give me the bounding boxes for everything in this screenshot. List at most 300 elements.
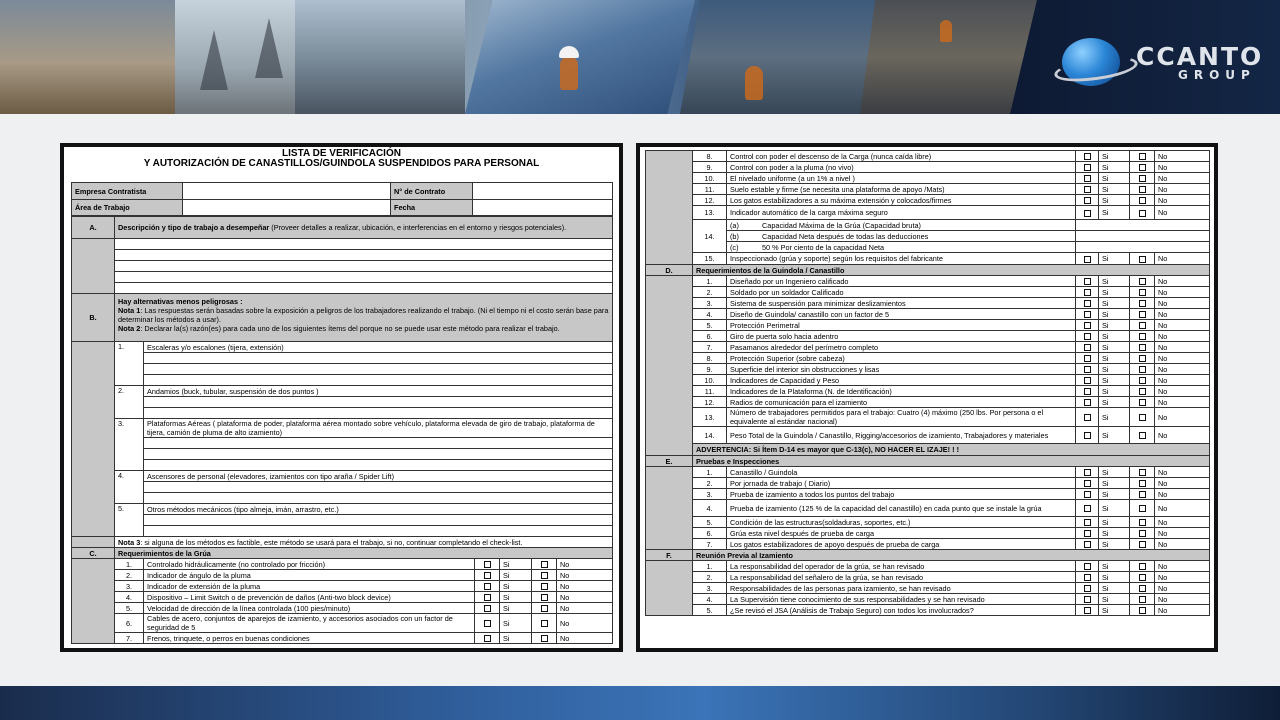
si-checkbox-cell: [1076, 309, 1099, 320]
write-line[interactable]: [144, 493, 613, 504]
alternative-item: [72, 471, 613, 482]
item-number: 6.: [693, 528, 727, 539]
no-checkbox[interactable]: [541, 572, 548, 579]
write-line[interactable]: [144, 438, 613, 449]
no-checkbox[interactable]: [1139, 278, 1146, 285]
si-label: Si: [1099, 276, 1130, 287]
nota-2-label: Nota 2: [118, 324, 141, 333]
write-line[interactable]: [115, 250, 613, 261]
item-text: Protección Superior (sobre cabeza): [727, 353, 1076, 364]
no-checkbox[interactable]: [1139, 300, 1146, 307]
no-checkbox-cell: [1130, 605, 1155, 616]
si-checkbox[interactable]: [1084, 596, 1091, 603]
si-checkbox-cell: [1076, 489, 1099, 500]
no-checkbox-cell: [1130, 309, 1155, 320]
si-label: Si: [500, 581, 532, 592]
item-text: Sistema de suspensión para minimizar deslizamientos: [727, 298, 1076, 309]
no-checkbox[interactable]: [541, 561, 548, 568]
no-checkbox-cell: [1130, 195, 1155, 206]
capacity-value[interactable]: [1076, 220, 1210, 231]
footer-bar: [0, 686, 1280, 720]
item-number: 13.: [693, 408, 727, 427]
item-text: ¿Se revisó el JSA (Análisis de Trabajo Seguro) con todos los involucrados?: [727, 605, 1076, 616]
no-checkbox-cell: [532, 559, 557, 570]
si-checkbox[interactable]: [1084, 366, 1091, 373]
no-checkbox[interactable]: [1139, 469, 1146, 476]
capacity-value[interactable]: [1076, 231, 1210, 242]
no-checkbox[interactable]: [1139, 563, 1146, 570]
si-checkbox[interactable]: [1084, 256, 1091, 263]
checklist-row: [646, 467, 1210, 478]
si-label: Si: [1099, 572, 1130, 583]
no-label: No: [1155, 364, 1210, 375]
item-number: 4.: [115, 471, 144, 504]
no-checkbox-cell: [1130, 331, 1155, 342]
si-label: Si: [1099, 162, 1130, 173]
si-checkbox[interactable]: [484, 620, 491, 627]
no-checkbox[interactable]: [1139, 585, 1146, 592]
si-checkbox[interactable]: [1084, 153, 1091, 160]
item-number: 5.: [115, 603, 144, 614]
capacity-row: [646, 231, 1210, 242]
si-checkbox-cell: [475, 559, 500, 570]
item-number: 2.: [693, 572, 727, 583]
capacity-label: [727, 242, 1076, 253]
no-label: No: [1155, 386, 1210, 397]
write-line[interactable]: [144, 353, 613, 364]
item-text: Pasamanos alrededor del perímetro completo: [727, 342, 1076, 353]
si-checkbox[interactable]: [1084, 388, 1091, 395]
alternative-text: Escaleras y/o escalones (tijera, extensión): [144, 342, 613, 353]
checklist-row: [646, 253, 1210, 265]
si-checkbox[interactable]: [1084, 186, 1091, 193]
no-label: No: [1155, 309, 1210, 320]
nota-2-text: : Declarar la(s) razón(es) para cada uno de los siguientes ítems del porque no se puede usar este método para realizar el trabajo.: [140, 324, 560, 333]
si-checkbox[interactable]: [1084, 300, 1091, 307]
si-checkbox[interactable]: [1084, 355, 1091, 362]
alternative-reason-line: [72, 364, 613, 375]
write-line[interactable]: [115, 239, 613, 250]
document-title: [64, 147, 619, 173]
no-label: No: [1155, 276, 1210, 287]
no-label: No: [1155, 151, 1210, 162]
alternative-reason-line: [72, 493, 613, 504]
item-text: Canastillo / Guindola: [727, 467, 1076, 478]
si-checkbox[interactable]: [1084, 197, 1091, 204]
write-line[interactable]: [115, 283, 613, 294]
si-checkbox[interactable]: [484, 572, 491, 579]
si-checkbox[interactable]: [1084, 505, 1091, 512]
power-tower-icon: [255, 18, 283, 78]
no-label: No: [1155, 528, 1210, 539]
no-checkbox[interactable]: [541, 620, 548, 627]
no-label: No: [1155, 500, 1210, 517]
no-checkbox-cell: [1130, 517, 1155, 528]
checklist-row: [646, 478, 1210, 489]
no-checkbox-cell: [532, 592, 557, 603]
checklist-row: [646, 206, 1210, 220]
si-label: Si: [1099, 539, 1130, 550]
si-checkbox-cell: [475, 581, 500, 592]
write-line[interactable]: [144, 408, 613, 419]
item-text: Prueba de izamiento a todos los puntos del trabajo: [727, 489, 1076, 500]
no-checkbox[interactable]: [1139, 164, 1146, 171]
checklist-row: [646, 276, 1210, 287]
power-tower-icon: [200, 30, 228, 90]
checklist-row: [646, 151, 1210, 162]
write-line[interactable]: [144, 364, 613, 375]
no-label: No: [1155, 184, 1210, 195]
checklist-row: [646, 353, 1210, 364]
item-number: 2.: [115, 570, 144, 581]
section-letter: A.: [72, 217, 115, 239]
si-checkbox[interactable]: [1084, 377, 1091, 384]
company-logo: [1058, 36, 1264, 92]
checklist-page-1: [60, 143, 623, 652]
si-checkbox[interactable]: [1084, 563, 1091, 570]
section-title: Requerimientos de la Guindola / Canastillo: [693, 265, 1210, 276]
si-checkbox-cell: [475, 603, 500, 614]
no-checkbox[interactable]: [1139, 491, 1146, 498]
si-checkbox-cell: [1076, 331, 1099, 342]
no-checkbox[interactable]: [1139, 210, 1146, 217]
write-line[interactable]: [144, 526, 613, 537]
no-checkbox-cell: [1130, 489, 1155, 500]
banner-photo-worker: [465, 0, 695, 114]
si-label: Si: [1099, 605, 1130, 616]
no-label: No: [1155, 195, 1210, 206]
checklist-row: [72, 570, 613, 581]
no-checkbox-cell: [1130, 206, 1155, 220]
checklist-row: [646, 331, 1210, 342]
write-line[interactable]: [115, 261, 613, 272]
si-checkbox-cell: [475, 570, 500, 581]
si-checkbox[interactable]: [1084, 480, 1091, 487]
logo-tagline: GROUP: [1178, 68, 1256, 82]
no-checkbox[interactable]: [1139, 153, 1146, 160]
checklist-row: [646, 397, 1210, 408]
si-checkbox[interactable]: [1084, 289, 1091, 296]
write-line[interactable]: [144, 482, 613, 493]
no-label: No: [1155, 408, 1210, 427]
write-line[interactable]: [144, 375, 613, 386]
no-checkbox[interactable]: [1139, 399, 1146, 406]
alternative-text: Ascensores de personal (elevadores, izamientos con tipo araña / Spider Lift): [144, 471, 613, 482]
no-label: No: [1155, 517, 1210, 528]
checklist-row: [646, 298, 1210, 309]
alternative-reason-line: [72, 438, 613, 449]
checklist-row: [646, 320, 1210, 331]
no-checkbox[interactable]: [1139, 414, 1146, 421]
no-label: No: [1155, 298, 1210, 309]
no-checkbox-cell: [532, 614, 557, 633]
nota-1: [118, 306, 609, 324]
si-label: Si: [1099, 195, 1130, 206]
si-checkbox[interactable]: [1084, 541, 1091, 548]
checklist-row: [646, 375, 1210, 386]
checklist-row: [72, 633, 613, 644]
section-spacer: [646, 151, 693, 265]
label-contrato: N° de Contrato: [391, 183, 473, 200]
no-checkbox[interactable]: [1139, 432, 1146, 439]
no-checkbox[interactable]: [1139, 530, 1146, 537]
item-number: 3.: [115, 581, 144, 592]
si-checkbox-cell: [1076, 583, 1099, 594]
si-checkbox[interactable]: [1084, 607, 1091, 614]
no-checkbox-cell: [1130, 253, 1155, 265]
si-checkbox[interactable]: [1084, 322, 1091, 329]
write-line[interactable]: [144, 449, 613, 460]
item-number: 12.: [693, 195, 727, 206]
alternative-reason-line: [72, 449, 613, 460]
section-spacer: [646, 467, 693, 550]
item-number: 14.: [693, 427, 727, 444]
no-checkbox[interactable]: [1139, 175, 1146, 182]
write-line[interactable]: [144, 460, 613, 471]
item-text: Inspeccionado (grúa y soporte) según los requisitos del fabricante: [727, 253, 1076, 265]
alternative-item: [72, 504, 613, 515]
alternative-reason-line: [72, 353, 613, 364]
no-checkbox[interactable]: [1139, 289, 1146, 296]
si-checkbox[interactable]: [1084, 469, 1091, 476]
si-checkbox[interactable]: [1084, 519, 1091, 526]
no-checkbox-cell: [1130, 467, 1155, 478]
si-checkbox-cell: [1076, 572, 1099, 583]
section-spacer: [72, 239, 115, 294]
no-checkbox[interactable]: [1139, 344, 1146, 351]
section-title: Reunión Previa al Izamiento: [693, 550, 1210, 561]
alternative-reason-line: [72, 482, 613, 493]
no-checkbox-cell: [1130, 408, 1155, 427]
si-label: Si: [1099, 206, 1130, 220]
label-empresa: Empresa Contratista: [72, 183, 183, 200]
alternative-reason-line: [72, 375, 613, 386]
alternative-reason-line: [72, 408, 613, 419]
no-checkbox[interactable]: [1139, 311, 1146, 318]
si-checkbox[interactable]: [484, 583, 491, 590]
si-checkbox[interactable]: [1084, 210, 1091, 217]
no-checkbox[interactable]: [1139, 480, 1146, 487]
si-checkbox-cell: [1076, 364, 1099, 375]
si-checkbox-cell: [1076, 467, 1099, 478]
section-a-header: [72, 217, 613, 239]
no-checkbox[interactable]: [1139, 377, 1146, 384]
no-checkbox[interactable]: [1139, 322, 1146, 329]
no-checkbox-cell: [1130, 184, 1155, 195]
banner-photo-mining: [0, 0, 175, 114]
si-label: Si: [1099, 331, 1130, 342]
item-text: Control con poder el descenso de la Carga (nunca caída libre): [727, 151, 1076, 162]
no-label: No: [1155, 427, 1210, 444]
si-checkbox[interactable]: [1084, 333, 1091, 340]
no-checkbox[interactable]: [1139, 519, 1146, 526]
no-checkbox-cell: [1130, 528, 1155, 539]
checklist-row: [646, 342, 1210, 353]
checklist-row: [646, 184, 1210, 195]
no-checkbox[interactable]: [1139, 333, 1146, 340]
no-checkbox-cell: [1130, 320, 1155, 331]
si-checkbox[interactable]: [1084, 491, 1091, 498]
field-empresa[interactable]: [183, 183, 391, 200]
section-header: [72, 548, 613, 559]
no-label: No: [1155, 162, 1210, 173]
no-checkbox[interactable]: [1139, 607, 1146, 614]
item-text: Indicadores de Capacidad y Peso: [727, 375, 1076, 386]
item-number: 11.: [693, 386, 727, 397]
write-line[interactable]: [115, 272, 613, 283]
blank-line: [72, 250, 613, 261]
si-label: Si: [500, 603, 532, 614]
si-checkbox-cell: [1076, 173, 1099, 184]
si-checkbox-cell: [1076, 206, 1099, 220]
no-checkbox-cell: [1130, 162, 1155, 173]
item-text: Soldado por un soldador Calificado: [727, 287, 1076, 298]
no-checkbox[interactable]: [1139, 388, 1146, 395]
capacity-label: [727, 220, 1076, 231]
no-label: No: [1155, 353, 1210, 364]
no-checkbox[interactable]: [1139, 596, 1146, 603]
item-number: 13.: [693, 206, 727, 220]
checklist-table-right: [645, 150, 1210, 616]
logo-name: CCANTO: [1136, 42, 1264, 71]
si-label: Si: [1099, 173, 1130, 184]
item-text: Responsabilidades de las personas para izamiento, se han revisado: [727, 583, 1076, 594]
no-checkbox[interactable]: [541, 594, 548, 601]
no-checkbox[interactable]: [1139, 186, 1146, 193]
alternative-item: [72, 342, 613, 353]
item-text: Los gatos estabilizadores de apoyo después de prueba de carga: [727, 539, 1076, 550]
si-label: Si: [1099, 500, 1130, 517]
worker-figure-icon: [745, 66, 763, 100]
si-checkbox[interactable]: [484, 561, 491, 568]
no-checkbox-cell: [1130, 397, 1155, 408]
no-label: No: [557, 614, 613, 633]
si-checkbox-cell: [1076, 184, 1099, 195]
no-checkbox[interactable]: [1139, 541, 1146, 548]
blank-line: [72, 261, 613, 272]
item-number: 4.: [115, 592, 144, 603]
item-text: Peso Total de la Guindola / Canastillo, Rigging/accesorios de izamiento, Trabajadores y materiales: [727, 427, 1076, 444]
section-letter: D.: [646, 265, 693, 276]
checklist-row: [646, 364, 1210, 375]
header-fields-table: [71, 182, 613, 216]
no-label: No: [1155, 467, 1210, 478]
no-label: No: [1155, 397, 1210, 408]
field-contrato[interactable]: [473, 183, 613, 200]
si-checkbox[interactable]: [484, 635, 491, 642]
no-checkbox-cell: [1130, 478, 1155, 489]
si-checkbox[interactable]: [1084, 530, 1091, 537]
item-number: 7.: [693, 539, 727, 550]
si-label: Si: [500, 570, 532, 581]
write-line[interactable]: [144, 397, 613, 408]
section-spacer: [72, 559, 115, 644]
nota-3-label: Nota 3: [118, 537, 141, 547]
no-checkbox[interactable]: [1139, 355, 1146, 362]
title-line-1: LISTA DE VERIFICACIÓN: [282, 148, 401, 159]
no-label: No: [1155, 583, 1210, 594]
si-checkbox[interactable]: [1084, 278, 1091, 285]
si-checkbox[interactable]: [1084, 311, 1091, 318]
si-checkbox-cell: [1076, 162, 1099, 173]
item-number: 7.: [693, 342, 727, 353]
item-number: 1.: [693, 276, 727, 287]
no-checkbox[interactable]: [1139, 505, 1146, 512]
item-number: 5.: [693, 517, 727, 528]
alternative-item: [72, 419, 613, 438]
si-checkbox-cell: [1076, 195, 1099, 206]
item-number: 10.: [693, 173, 727, 184]
si-label: Si: [500, 614, 532, 633]
si-checkbox[interactable]: [1084, 344, 1091, 351]
no-checkbox[interactable]: [1139, 256, 1146, 263]
item-number: 2.: [693, 287, 727, 298]
section-title: Requerimientos de la Grúa: [115, 548, 613, 559]
alternative-text: Otros métodos mecánicos (tipo almeja, imán, arrastro, etc.): [144, 504, 613, 515]
item-number: 1.: [693, 467, 727, 478]
item-number: 9.: [693, 162, 727, 173]
si-checkbox[interactable]: [1084, 574, 1091, 581]
alternative-reason-line: [72, 515, 613, 526]
no-label: No: [557, 570, 613, 581]
si-checkbox-cell: [1076, 298, 1099, 309]
item-text: Diseño de Guindola/ canastillo con un factor de 5: [727, 309, 1076, 320]
no-label: No: [1155, 478, 1210, 489]
capacity-value[interactable]: [1076, 242, 1210, 253]
si-checkbox[interactable]: [1084, 432, 1091, 439]
si-checkbox[interactable]: [484, 605, 491, 612]
si-checkbox[interactable]: [1084, 175, 1091, 182]
checklist-row: [646, 195, 1210, 206]
item-text: Grúa esta nivel después de prueba de carga: [727, 528, 1076, 539]
no-checkbox[interactable]: [541, 635, 548, 642]
capacity-letter: (b): [730, 231, 739, 241]
no-checkbox[interactable]: [1139, 574, 1146, 581]
si-checkbox-cell: [475, 633, 500, 644]
no-checkbox-cell: [1130, 594, 1155, 605]
write-line[interactable]: [144, 515, 613, 526]
item-number: 1.: [115, 342, 144, 386]
no-checkbox-cell: [1130, 500, 1155, 517]
checklist-row: [646, 605, 1210, 616]
no-checkbox[interactable]: [541, 605, 548, 612]
si-checkbox-cell: [1076, 397, 1099, 408]
field-fecha[interactable]: [473, 200, 613, 216]
si-checkbox-cell: [1076, 517, 1099, 528]
si-label: Si: [1099, 427, 1130, 444]
alternative-text: Andamios (buck, tubular, suspensión de dos puntos ): [144, 386, 613, 397]
field-area[interactable]: [183, 200, 391, 216]
si-label: Si: [1099, 561, 1130, 572]
item-text: Suelo estable y firme (se necesita una plataforma de apoyo /Mats): [727, 184, 1076, 195]
no-checkbox[interactable]: [1139, 197, 1146, 204]
si-label: Si: [1099, 583, 1130, 594]
nota-3-row: [72, 537, 613, 548]
item-number: 3.: [693, 489, 727, 500]
si-checkbox[interactable]: [1084, 399, 1091, 406]
si-checkbox[interactable]: [484, 594, 491, 601]
no-checkbox[interactable]: [541, 583, 548, 590]
si-checkbox[interactable]: [1084, 585, 1091, 592]
item-text: Control con poder a la pluma (no vivo): [727, 162, 1076, 173]
si-checkbox[interactable]: [1084, 414, 1091, 421]
si-label: Si: [1099, 528, 1130, 539]
no-checkbox[interactable]: [1139, 366, 1146, 373]
item-number: 2.: [115, 386, 144, 419]
si-checkbox[interactable]: [1084, 164, 1091, 171]
no-checkbox-cell: [1130, 375, 1155, 386]
item-text: Diseñado por un Ingeniero calificado: [727, 276, 1076, 287]
